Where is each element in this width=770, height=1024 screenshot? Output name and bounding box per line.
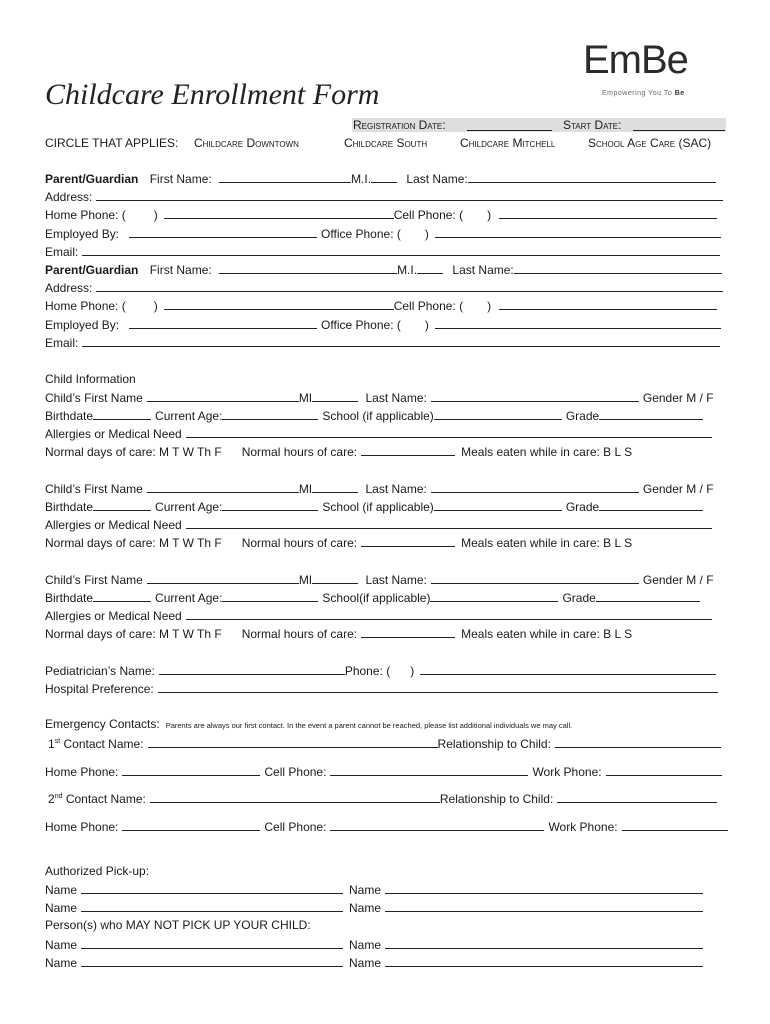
parent1-email-row	[45, 244, 720, 259]
option-south[interactable]: Childcare South	[344, 136, 428, 150]
contact1-home-phone-field[interactable]	[122, 764, 260, 776]
child1-mi-field[interactable]	[312, 390, 358, 402]
child2-last-name-field[interactable]	[431, 481, 639, 493]
last-name-label: Last Name:	[406, 172, 468, 186]
last-name-label: Last Name:	[365, 482, 427, 496]
employed-by-label: Employed By:	[45, 318, 120, 332]
grade-label: Grade	[565, 409, 600, 423]
child2-age-field[interactable]	[222, 499, 318, 511]
name-label: Name	[45, 883, 78, 897]
parent1-home-phone-field[interactable]	[164, 207, 394, 219]
paren-close: )	[424, 318, 429, 332]
parent2-cell-phone-field[interactable]	[499, 298, 717, 310]
contact1-relationship-field[interactable]	[555, 736, 721, 748]
emergency-header	[45, 717, 572, 731]
parent-section-label: Parent/Guardian	[45, 263, 139, 277]
allergies-label: Allergies or Medical Need	[45, 427, 182, 441]
child3-mi-field[interactable]	[312, 572, 358, 584]
parent2-home-phone-field[interactable]	[164, 298, 394, 310]
child1-age-field[interactable]	[222, 408, 318, 420]
child2-name-row	[45, 481, 714, 496]
child2-birthdate-field[interactable]	[93, 499, 151, 511]
child1-school-field[interactable]	[434, 408, 562, 420]
child1-meals-field[interactable]: Meals eaten while in care: B L S	[461, 445, 633, 459]
child2-mi-field[interactable]	[312, 481, 358, 493]
work-phone-label: Work Phone:	[548, 820, 618, 834]
pickup-row-2	[45, 900, 703, 915]
contact2-cell-phone-field[interactable]	[330, 819, 544, 831]
pickup3-name-field[interactable]	[81, 900, 343, 912]
mi-label: M.I.	[351, 172, 372, 186]
school-label: School (if applicable)	[322, 500, 434, 514]
mi-label: MI	[298, 482, 313, 496]
contact2-name-field[interactable]	[150, 791, 440, 803]
home-phone-label: Home Phone:	[45, 765, 119, 779]
child2-meals-field[interactable]: Meals eaten while in care: B L S	[461, 536, 633, 550]
parent2-office-phone-field[interactable]	[435, 317, 721, 329]
first-name-label: First Name:	[149, 172, 212, 186]
contact1-work-phone-field[interactable]	[606, 764, 722, 776]
child2-care-row	[45, 535, 632, 550]
child1-birth-row	[45, 408, 703, 423]
parent1-name-row	[45, 171, 716, 186]
contact1-name-row	[48, 736, 721, 751]
child3-allergy-row	[45, 608, 712, 623]
parent2-email-field[interactable]	[82, 335, 720, 347]
emergency-note: Parents are always our first contact. In the event a parent cannot be reached, please list additional individuals we may call.	[165, 721, 573, 730]
parent-section-label: Parent/Guardian	[45, 172, 139, 186]
child-first-name-label: Child’s First Name	[45, 391, 143, 405]
child3-meals-field[interactable]: Meals eaten while in care: B L S	[461, 627, 633, 641]
parent2-last-name-field[interactable]	[514, 262, 722, 274]
parent1-mi-field[interactable]	[371, 171, 397, 183]
nopickup4-name-field[interactable]	[385, 955, 703, 967]
start-date-label: Start Date:	[563, 118, 622, 132]
contact1-name-field[interactable]	[148, 736, 438, 748]
name-label: Name	[349, 956, 382, 970]
child3-hours-field[interactable]	[361, 626, 455, 638]
contact-number: 2	[48, 792, 55, 806]
parent1-cell-phone-field[interactable]	[499, 207, 717, 219]
name-label: Name	[45, 901, 78, 915]
allergies-label: Allergies or Medical Need	[45, 518, 182, 532]
parent1-email-field[interactable]	[82, 244, 720, 256]
parent1-phone-row	[45, 207, 717, 222]
pickup1-name-field[interactable]	[81, 882, 343, 894]
parent1-address-field[interactable]	[96, 189, 723, 201]
email-label: Email:	[45, 245, 79, 259]
pediatrician-phone-field[interactable]	[420, 663, 716, 675]
parent1-employer-field[interactable]	[129, 226, 317, 238]
name-label: Name	[349, 938, 382, 952]
child1-allergies-field[interactable]	[186, 426, 712, 438]
work-phone-label: Work Phone:	[532, 765, 602, 779]
school-label: School (if applicable)	[322, 409, 434, 423]
contact-name-label: Contact Name:	[63, 737, 144, 751]
grade-label: Grade	[565, 500, 600, 514]
child1-care-row	[45, 444, 632, 459]
parent2-employer-field[interactable]	[129, 317, 317, 329]
contact2-home-phone-field[interactable]	[122, 819, 260, 831]
parent2-phone-row	[45, 298, 717, 313]
home-phone-label: Home Phone: (	[45, 299, 126, 313]
child3-name-row	[45, 572, 714, 587]
name-label: Name	[45, 938, 78, 952]
registration-date-label: Registration Date:	[353, 118, 446, 132]
contact1-phone-row	[45, 764, 722, 779]
pediatrician-field[interactable]	[159, 663, 345, 675]
contact2-phone-row	[45, 819, 728, 834]
no-pickup-row-1	[45, 937, 703, 952]
relationship-label: Relationship to Child:	[439, 792, 554, 806]
parent2-address-row	[45, 280, 723, 295]
child2-birth-row	[45, 499, 703, 514]
child3-birth-row	[45, 590, 700, 605]
hospital-label: Hospital Preference:	[45, 682, 154, 696]
address-label: Address:	[45, 281, 93, 295]
home-phone-label: Home Phone: (	[45, 208, 126, 222]
birthdate-label: Birthdate	[45, 409, 94, 423]
child3-age-field[interactable]	[222, 590, 318, 602]
parent2-first-name-field[interactable]	[219, 262, 397, 274]
child1-birthdate-field[interactable]	[93, 408, 151, 420]
parent2-mi-field[interactable]	[417, 262, 443, 274]
child3-grade-field[interactable]	[596, 590, 700, 602]
parent2-email-row	[45, 335, 720, 350]
cell-phone-label: Cell Phone: (	[393, 208, 464, 222]
child-first-name-label: Child’s First Name	[45, 482, 143, 496]
child2-days-field[interactable]: Normal days of care: M T W Th F	[45, 536, 222, 550]
current-age-label: Current Age:	[155, 500, 223, 514]
option-mitchell[interactable]: Childcare Mitchell	[460, 136, 556, 150]
cell-phone-label: Cell Phone:	[264, 820, 327, 834]
hospital-row	[45, 681, 718, 696]
child2-grade-field[interactable]	[599, 499, 703, 511]
paren-close: )	[410, 664, 415, 678]
last-name-label: Last Name:	[365, 573, 427, 587]
mi-label: MI	[298, 573, 313, 587]
paren-close: )	[153, 208, 158, 222]
contact2-relationship-field[interactable]	[557, 791, 717, 803]
child1-last-name-field[interactable]	[431, 390, 639, 402]
pickup2-name-field[interactable]	[385, 882, 703, 894]
school-label: School(if applicable)	[322, 591, 431, 605]
hours-label: Normal hours of care:	[241, 536, 358, 550]
mi-label: M.I.	[397, 263, 418, 277]
child1-allergy-row	[45, 426, 712, 441]
parent1-first-name-field[interactable]	[219, 171, 351, 183]
emergency-label: Emergency Contacts:	[45, 717, 160, 731]
email-label: Email:	[45, 336, 79, 350]
cell-phone-label: Cell Phone: (	[393, 299, 464, 313]
paren-close: )	[153, 299, 158, 313]
office-phone-label: Office Phone: (	[321, 318, 401, 332]
pediatrician-label: Pediatrician’s Name:	[45, 664, 155, 678]
name-label: Name	[45, 956, 78, 970]
child1-days-field[interactable]: Normal days of care: M T W Th F	[45, 445, 222, 459]
nopickup1-name-field[interactable]	[81, 937, 343, 949]
child-section-label: Child Information	[45, 372, 136, 386]
hours-label: Normal hours of care:	[241, 445, 358, 459]
last-name-label: Last Name:	[365, 391, 427, 405]
circle-label: CIRCLE THAT APPLIES:	[45, 136, 179, 150]
option-sac[interactable]: School Age Care (SAC)	[588, 136, 712, 150]
contact-name-label: Contact Name:	[65, 792, 146, 806]
no-pickup-label: Person(s) who MAY NOT PICK UP YOUR CHILD:	[45, 918, 311, 932]
mi-label: MI	[298, 391, 313, 405]
child3-last-name-field[interactable]	[431, 572, 639, 584]
first-name-label: First Name:	[149, 263, 212, 277]
paren-close: )	[487, 299, 492, 313]
child1-grade-field[interactable]	[599, 408, 703, 420]
grade-label: Grade	[562, 591, 596, 605]
name-label: Name	[349, 883, 382, 897]
child3-gender-field[interactable]: Gender M / F	[642, 573, 714, 587]
parent2-address-field[interactable]	[96, 280, 723, 292]
option-downtown[interactable]: Childcare Downtown	[194, 136, 299, 150]
authorized-pickup-label: Authorized Pick-up:	[45, 864, 150, 878]
employed-by-label: Employed By:	[45, 227, 120, 241]
address-label: Address:	[45, 190, 93, 204]
birthdate-label: Birthdate	[45, 591, 94, 605]
child2-first-name-field[interactable]	[147, 481, 299, 493]
form-title: Childcare Enrollment Form	[45, 78, 380, 111]
parent1-employer-row	[45, 226, 721, 241]
pickup4-name-field[interactable]	[385, 900, 703, 912]
parent2-name-row	[45, 262, 722, 277]
child1-hours-field[interactable]	[361, 444, 455, 456]
pediatrician-row	[45, 663, 716, 678]
allergies-label: Allergies or Medical Need	[45, 609, 182, 623]
child2-hours-field[interactable]	[361, 535, 455, 547]
child2-school-field[interactable]	[434, 499, 562, 511]
home-phone-label: Home Phone:	[45, 820, 119, 834]
birthdate-label: Birthdate	[45, 500, 94, 514]
nopickup2-name-field[interactable]	[385, 937, 703, 949]
contact2-work-phone-field[interactable]	[622, 819, 728, 831]
child2-gender-field[interactable]: Gender M / F	[642, 482, 714, 496]
contact-number: 1	[48, 737, 55, 751]
child1-first-name-field[interactable]	[147, 390, 299, 402]
start-date-field[interactable]	[633, 119, 725, 131]
phone-label: Phone: (	[344, 664, 391, 678]
child3-allergies-field[interactable]	[186, 608, 712, 620]
child-first-name-label: Child’s First Name	[45, 573, 143, 587]
child3-days-field[interactable]: Normal days of care: M T W Th F	[45, 627, 222, 641]
paren-close: )	[487, 208, 492, 222]
relationship-label: Relationship to Child:	[437, 737, 551, 751]
pickup-row-1	[45, 882, 703, 897]
child3-care-row	[45, 626, 632, 641]
parent1-last-name-field[interactable]	[468, 171, 716, 183]
contact-ordinal: nd	[54, 793, 63, 800]
child1-gender-field[interactable]: Gender M / F	[642, 391, 714, 405]
contact1-cell-phone-field[interactable]	[330, 764, 528, 776]
contact2-name-row	[48, 791, 717, 806]
hours-label: Normal hours of care:	[241, 627, 358, 641]
child1-name-row	[45, 390, 714, 405]
child2-allergies-field[interactable]	[186, 517, 712, 529]
current-age-label: Current Age:	[155, 591, 223, 605]
parent1-office-phone-field[interactable]	[435, 226, 721, 238]
registration-date-field[interactable]	[467, 119, 552, 131]
child3-first-name-field[interactable]	[147, 572, 299, 584]
no-pickup-row-2	[45, 955, 703, 970]
child3-birthdate-field[interactable]	[93, 590, 151, 602]
nopickup3-name-field[interactable]	[81, 955, 343, 967]
embe-logo: EmBe	[583, 38, 688, 82]
child3-school-field[interactable]	[430, 590, 558, 602]
contact-ordinal: st	[54, 738, 61, 745]
child2-allergy-row	[45, 517, 712, 532]
office-phone-label: Office Phone: (	[321, 227, 401, 241]
logo-tagline: Empowering You To Be	[602, 90, 685, 97]
name-label: Name	[349, 901, 382, 915]
parent2-employer-row	[45, 317, 721, 332]
last-name-label: Last Name:	[452, 263, 514, 277]
parent1-address-row	[45, 189, 723, 204]
current-age-label: Current Age:	[155, 409, 223, 423]
hospital-field[interactable]	[158, 681, 718, 693]
paren-close: )	[424, 227, 429, 241]
cell-phone-label: Cell Phone:	[264, 765, 327, 779]
